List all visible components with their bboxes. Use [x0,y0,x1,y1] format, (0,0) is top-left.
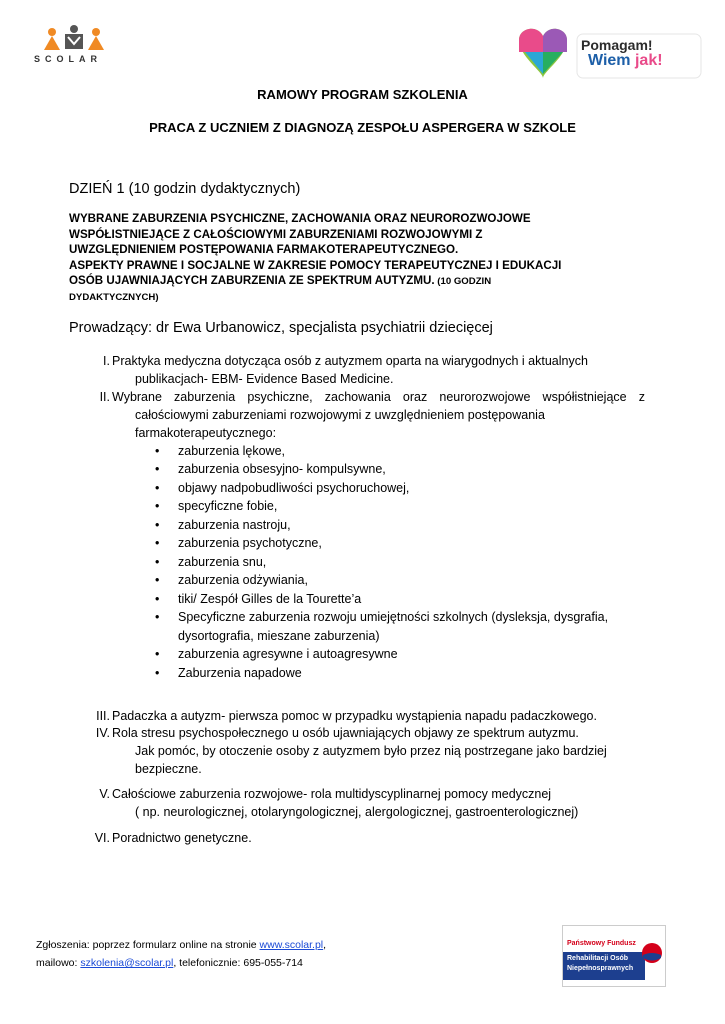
footer-line-email [36,954,326,972]
pomagam-text: Pomagam! [581,37,653,53]
item-number: I. [103,354,110,368]
program-item-i [80,352,680,392]
item-text: Praktyka medyczna dotycząca osób z autyzmem oparta na wiarygodnych i aktualnych [112,354,588,368]
item-text: Rola stresu psychospołecznego u osób ujawniających objawy ze spektrum autyzmu. [112,726,579,740]
topic-block [69,211,659,305]
topic-line: ASPEKTY PRAWNE I SOCJALNE W ZAKRESIE POMOCY TERAPEUTYCZNEJ I EDUKACJI [69,258,562,272]
topic-line: WYBRANE ZABURZENIA PSYCHICZNE, ZACHOWANIA ORAZ NEUROROZWOJOWE [69,212,531,225]
bullet-icon: • [155,499,160,513]
day-title: DZIEŃ 1 (10 godzin dydaktycznych) [69,181,301,197]
bullet-text: zaburzenia lękowe, [178,444,286,458]
pfron-circle-icon [641,942,663,964]
topic-line: UWZGLĘDNIENIEM POSTĘPOWANIA FARMAKOTERAPEUTYCZNEGO. [69,243,459,256]
topic-line-text: OSÓB UJAWNIAJĄCYCH ZABURZENIA ZE SPEKTRUM AUTYZMU. [69,274,435,287]
footer-text: , telefonicznie: 695-055-714 [173,957,303,969]
wiem-jak-text [588,52,663,70]
presenter: Prowadzący: dr Ewa Urbanowicz, specjalista psychiatrii dziecięcej [69,320,493,336]
item-text: całościowymi zaburzeniami rozwojowymi z uwzględnieniem postępowania [135,408,545,422]
bullet-icon: • [155,555,160,569]
item-number: III. [96,709,110,723]
item-text: farmakoterapeutycznego: [135,426,277,440]
pfron-line1: Państwowy Fundusz [567,940,636,947]
item-number: V. [99,787,110,801]
topic-line: WSPÓŁISTNIEJĄCE Z CAŁOŚCIOWYMI ZABURZENIAMI ROZWOJOWYMI Z [69,227,483,241]
pfron-logo [562,925,666,987]
bullet-text: zaburzenia obsesyjno- kompulsywne, [178,462,386,476]
bullet-icon: • [155,592,160,606]
document-subtitle: PRACA Z UCZNIEM Z DIAGNOZĄ ZESPOŁU ASPERGERA W SZKOLE [149,120,576,135]
bullet-icon: • [155,518,160,532]
bullet-icon: • [155,481,160,495]
footer-text: , [323,939,327,951]
bullet-text: specyficzne fobie, [178,499,278,513]
bullet-icon: • [155,647,160,661]
topic-hours: (10 GODZIN [434,276,492,287]
item-text: Wybrane zaburzenia psychiczne, zachowania oraz neurorozwojowe współistniejące z [112,390,645,404]
footer-text: mailowo: [36,957,81,969]
item-text: publikacjach- EBM- Evidence Based Medicine. [135,372,394,386]
document-title: RAMOWY PROGRAM SZKOLENIA [257,87,468,102]
email-link[interactable]: szkolenia@scolar.pl [80,957,174,969]
bullet-text: zaburzenia odżywiania, [178,573,308,587]
puzzle-heart-icon [519,29,567,78]
bullet-icon: • [155,462,160,476]
topic-line [69,273,659,290]
item-number: II. [99,390,110,404]
item-text: Padaczka a autyzm- pierwsza pomoc w przypadku wystąpienia napadu padaczkowego. [112,709,597,723]
website-link[interactable]: www.scolar.pl [259,939,324,951]
bullet-icon: • [155,666,160,680]
pfron-line3: Niepełnosprawnych [567,965,634,972]
footer-contact [36,936,326,972]
bullet-text: zaburzenia nastroju, [178,518,291,532]
item-text: Poradnictwo genetyczne. [112,831,252,845]
jak-text: jak! [634,52,663,69]
bullet-text: Specyficzne zaburzenia rozwoju umiejętności szkolnych (dysleksja, dysgrafia, [178,610,609,624]
bullet-text: tiki/ Zespół Gilles de la Tourette’a [178,592,362,606]
bullet-icon: • [155,610,160,624]
bullet-icon: • [155,536,160,550]
bullet-text: zaburzenia snu, [178,555,267,569]
bullet-text: objawy nadpobudliwości psychoruchowej, [178,481,410,495]
scolar-wordmark: SCOLAR [34,54,102,64]
bullet-text: dysortografia, mieszane zaburzenia) [178,629,380,643]
topic-hours-cont: DYDAKTYCZNYCH) [69,291,159,303]
item-text: Jak pomóc, by otoczenie osoby z autyzmem było przez nią postrzegane jako bardziej [135,744,607,758]
bullet-icon: • [155,573,160,587]
bullet-text: zaburzenia psychotyczne, [178,536,322,550]
item-text: ( np. neurologicznej, otolaryngologicznej, alergologicznej, gastroenterologicznej) [135,805,579,819]
bullet-text: Zaburzenia napadowe [178,666,302,680]
footer-text: Zgłoszenia: poprzez formularz online na stronie [36,939,260,951]
item-number: VI. [94,831,110,845]
wiem-text: Wiem [588,52,635,69]
bullet-icon: • [155,444,160,458]
footer-line-online [36,936,326,954]
program-item-vi [80,829,680,849]
program-item-ii [80,388,680,448]
program-item-v [80,785,680,825]
item-number: IV. [95,726,110,740]
bullet-text: zaburzenia agresywne i autoagresywne [178,647,398,661]
pfron-line2: Rehabilitacji Osób [567,955,629,962]
program-item-iv [80,724,680,780]
item-text: bezpieczne. [135,762,202,776]
scolar-figures-icon [44,25,104,50]
item-text: Całościowe zaburzenia rozwojowe- rola multidyscyplinarnej pomocy medycznej [112,787,552,801]
